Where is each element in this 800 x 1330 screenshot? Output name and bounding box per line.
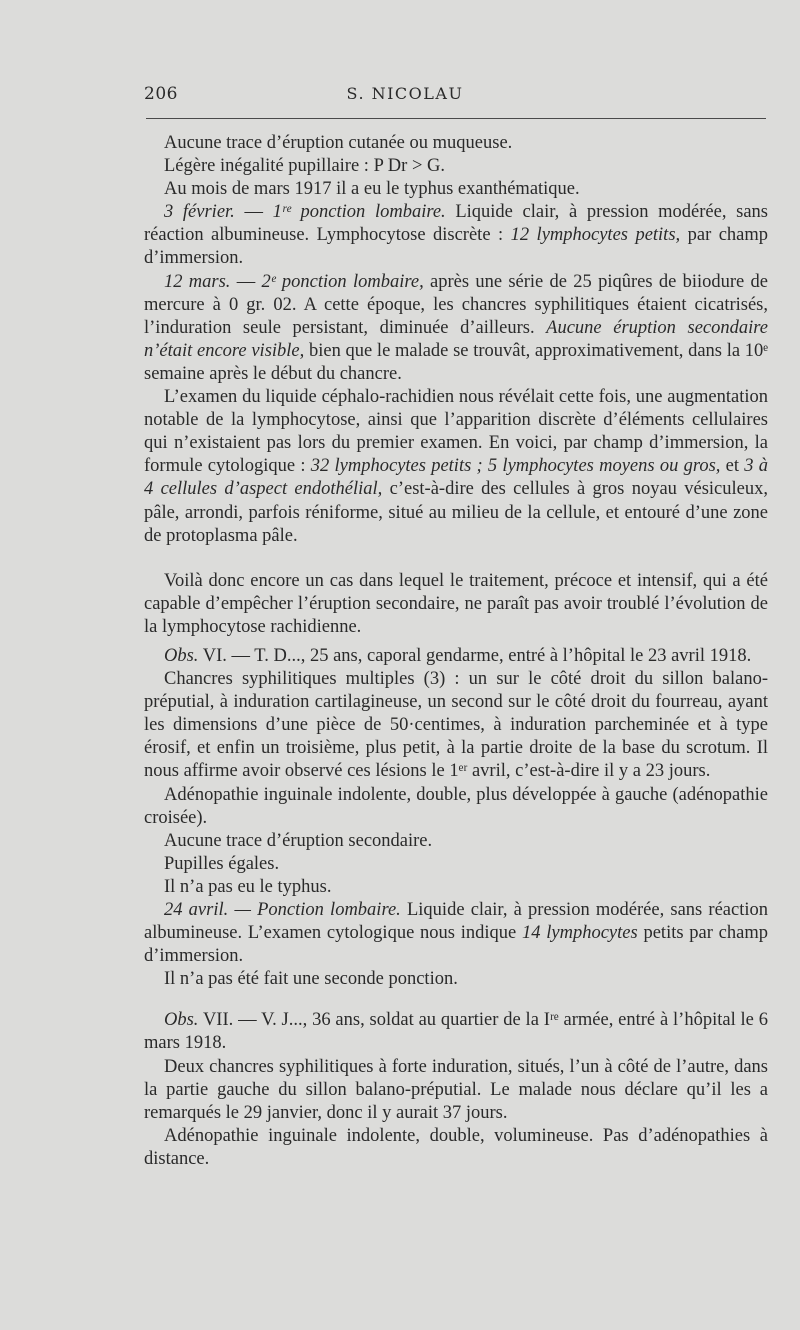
paragraph: 24 avril. — Ponction lombaire. Liquide clair, à pression modérée, sans réaction albumineuse. L’examen cytologique nous indique 14 lymphocytes petits par champ d’immersion. <box>144 900 769 967</box>
paragraph: Légère inégalité pupillaire : P Dr > G. <box>164 156 445 177</box>
observation-heading: Obs. VI. — T. D..., 25 ans, caporal gendarme, entré à l’hôpital le 23 avril 1918. <box>164 645 752 666</box>
paragraph: Chancres syphilitiques multiples (3) : un sur le côté droit du sillon balano-préputial, à induration cartilagineuse, un second sur le côté droit du fourreau, ayant les dimensions d’une pièce de 50·centimes, à induration parcheminée et à type érosif, et enfin un troisième, plus petit, à la partie droite de la base du scrotum. Il nous affirme avoir observé ces lésions le 1ᵉʳ avril, c’est-à-dire il y a 23 jours. <box>144 669 768 782</box>
section-label: 2ᵉ ponction lombaire, <box>261 271 424 292</box>
section-label: 1ʳᵉ ponction lombaire. <box>272 202 446 223</box>
date-label: 12 mars. <box>164 271 231 292</box>
paragraph: Aucune trace d’éruption secondaire. <box>164 830 433 851</box>
paragraph: Pupilles égales. <box>164 853 280 874</box>
observation-heading: Obs. VII. — V. J..., 36 ans, soldat au quartier de la Iʳᵉ armée, entré à l’hôpital le 6 mars 1918. <box>144 1010 768 1054</box>
page-number: 206 <box>144 84 178 104</box>
section-label: 24 avril. — Ponction lombaire. <box>164 900 401 920</box>
paragraph: Voilà donc encore un cas dans lequel le traitement, précoce et intensif, qui a été capable d’empêcher l’éruption secondaire, ne paraît pas avoir troublé l’évolution de la lymphocytose rachidienne. <box>144 570 768 637</box>
paragraph: 12 mars. — 2ᵉ ponction lombaire, après une série de 25 piqûres de biiodure de mercure à 0 gr. 02. A cette époque, les chancres syphilitiques étaient cicatrisés, l’induration seule persistant, diminuée d’ailleurs. Aucune éruption secondaire n’était encore visible, bien que le malade se trouvât, approximativement, dans la 10ᵉ semaine après le début du chancre. <box>144 271 768 384</box>
paragraph: Au mois de mars 1917 il a eu le typhus exanthématique. <box>164 179 580 200</box>
paragraph: Il n’a pas eu le typhus. <box>164 876 332 897</box>
paragraph: 3 février. — 1ʳᵉ ponction lombaire. Liquide clair, à pression modérée, sans réaction albumineuse. Lymphocytose discrète : 12 lymphocytes petits, par champ d’immersion. <box>144 202 769 269</box>
paragraph: L’examen du liquide céphalo-rachidien nous révélait cette fois, une augmentation notable de la lymphocytose, ainsi que l’apparition discrète d’éléments cellulaires qui n’existaient pas lors du premier examen. En voici, par champ d’immersion, la formule cytologique : 32 lymphocytes petits ; 5 lymphocytes moyens ou gros, et 3 à 4 cellules d’aspect endothélial, c’est-à-dire des cellules à gros noyau vésiculeux, pâle, arrondi, parfois réniforme, situé au milieu de la cellule, et entouré d’une zone de protoplasma pâle. <box>144 387 768 546</box>
body-text <box>144 132 768 1171</box>
header-rule <box>146 118 766 119</box>
paragraph: Il n’a pas été fait une seconde ponction. <box>164 969 458 990</box>
paragraph: Adénopathie inguinale indolente, double, plus développée à gauche (adénopathie croisée). <box>144 784 768 828</box>
running-header-author: S. NICOLAU <box>346 84 464 103</box>
date-label: 3 février. <box>164 202 235 223</box>
paragraph: Adénopathie inguinale indolente, double, volumineuse. Pas d’adénopathies à distance. <box>144 1125 768 1169</box>
paragraph: Deux chancres syphilitiques à forte induration, situés, l’un à côté de l’autre, dans la partie gauche du sillon balano-préputial. Le malade nous déclare qu’il les a remarqués le 29 janvier, donc il y aurait 37 jours. <box>144 1056 768 1123</box>
paragraph: Aucune trace d’éruption cutanée ou muqueuse. <box>164 133 513 153</box>
